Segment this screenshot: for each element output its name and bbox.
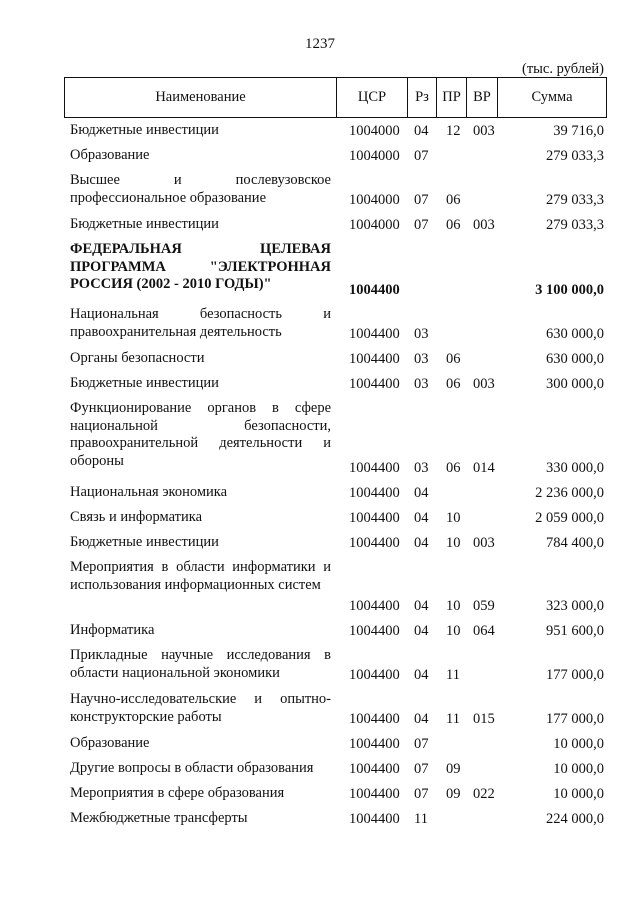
row-rz: 04 bbox=[414, 122, 429, 139]
row-rz: 07 bbox=[414, 216, 429, 233]
row-vr: 022 bbox=[473, 785, 495, 802]
row-pr: 06 bbox=[446, 375, 461, 392]
row-rz: 04 bbox=[414, 509, 429, 526]
row-rz: 03 bbox=[414, 350, 429, 367]
row-rz: 04 bbox=[414, 666, 429, 683]
table-row bbox=[0, 687, 640, 731]
row-name: Научно-исследовательские и опытно-конструкторские работы bbox=[70, 691, 331, 725]
table-row bbox=[0, 781, 640, 806]
row-name: Бюджетные инвестиции bbox=[70, 534, 219, 550]
row-csr: 1004400 bbox=[349, 810, 400, 827]
table-row bbox=[0, 505, 640, 530]
row-pr: 11 bbox=[446, 666, 460, 683]
row-csr: 1004400 bbox=[349, 375, 400, 392]
row-sum: 323 000,0 bbox=[546, 597, 604, 614]
row-sum: 279 033,3 bbox=[546, 147, 604, 164]
row-csr: 1004400 bbox=[349, 760, 400, 777]
row-csr: 1004400 bbox=[349, 622, 400, 639]
row-rz: 04 bbox=[414, 484, 429, 501]
row-rz: 04 bbox=[414, 597, 429, 614]
row-csr: 1004400 bbox=[349, 735, 400, 752]
row-vr: 003 bbox=[473, 216, 495, 233]
row-sum: 177 000,0 bbox=[546, 666, 604, 683]
row-rz: 07 bbox=[414, 191, 429, 208]
row-name: Национальная экономика bbox=[70, 484, 228, 500]
row-csr: 1004400 bbox=[349, 666, 400, 683]
row-sum: 10 000,0 bbox=[553, 760, 604, 777]
header-csr: ЦСР bbox=[337, 78, 408, 118]
row-sum: 2 059 000,0 bbox=[535, 509, 604, 526]
row-name: Функционирование органов в сфере национальной безопасности, правоохранительной деятельности и обороны bbox=[70, 400, 331, 469]
row-name: Межбюджетные трансферты bbox=[70, 810, 248, 826]
row-pr: 09 bbox=[446, 785, 461, 802]
row-csr: 1004400 bbox=[349, 597, 400, 614]
header-rz: Рз bbox=[408, 78, 437, 118]
row-name: ФЕДЕРАЛЬНАЯ ЦЕЛЕВАЯ ПРОГРАММА "ЭЛЕКТРОННАЯ РОССИЯ (2002 - 2010 ГОДЫ)" bbox=[70, 241, 331, 292]
row-sum: 177 000,0 bbox=[546, 710, 604, 727]
row-rz: 03 bbox=[414, 375, 429, 392]
row-pr: 06 bbox=[446, 191, 461, 208]
table-row bbox=[0, 118, 640, 143]
row-pr: 10 bbox=[446, 622, 461, 639]
row-vr: 059 bbox=[473, 597, 495, 614]
table-row bbox=[0, 555, 640, 618]
table-row bbox=[0, 371, 640, 396]
table-row bbox=[0, 756, 640, 781]
row-name: Мероприятия в области информатики и использования информационных систем bbox=[70, 559, 331, 593]
row-csr: 1004400 bbox=[349, 484, 400, 501]
row-rz: 07 bbox=[414, 760, 429, 777]
table-row bbox=[0, 480, 640, 505]
table-row bbox=[0, 530, 640, 555]
table-header bbox=[64, 77, 607, 118]
page-number: 1237 bbox=[305, 36, 335, 52]
row-sum: 279 033,3 bbox=[546, 191, 604, 208]
row-name: Высшее и послевузовское профессиональное образование bbox=[70, 172, 331, 206]
row-name: Прикладные научные исследования в области национальной экономики bbox=[70, 647, 331, 681]
row-name: Информатика bbox=[70, 622, 155, 638]
row-pr: 06 bbox=[446, 459, 461, 476]
row-vr: 003 bbox=[473, 375, 495, 392]
row-sum: 224 000,0 bbox=[546, 810, 604, 827]
row-csr: 1004000 bbox=[349, 216, 400, 233]
row-csr: 1004400 bbox=[349, 281, 400, 298]
row-rz: 04 bbox=[414, 622, 429, 639]
row-csr: 1004400 bbox=[349, 785, 400, 802]
table-body bbox=[0, 118, 640, 831]
table-row bbox=[0, 731, 640, 756]
row-sum: 630 000,0 bbox=[546, 350, 604, 367]
table-row bbox=[0, 618, 640, 643]
row-csr: 1004400 bbox=[349, 710, 400, 727]
row-rz: 04 bbox=[414, 710, 429, 727]
row-name: Бюджетные инвестиции bbox=[70, 122, 219, 138]
row-sum: 10 000,0 bbox=[553, 735, 604, 752]
row-vr: 003 bbox=[473, 534, 495, 551]
row-rz: 04 bbox=[414, 534, 429, 551]
row-sum: 279 033,3 bbox=[546, 216, 604, 233]
row-pr: 11 bbox=[446, 710, 460, 727]
row-csr: 1004400 bbox=[349, 459, 400, 476]
header-name: Наименование bbox=[65, 78, 337, 118]
row-name: Бюджетные инвестиции bbox=[70, 216, 219, 232]
table-row bbox=[0, 237, 640, 302]
row-pr: 10 bbox=[446, 509, 461, 526]
row-pr: 09 bbox=[446, 760, 461, 777]
row-name: Связь и информатика bbox=[70, 509, 203, 525]
row-sum: 784 400,0 bbox=[546, 534, 604, 551]
header-sum: Сумма bbox=[498, 78, 607, 118]
row-sum: 2 236 000,0 bbox=[535, 484, 604, 501]
table-row bbox=[0, 396, 640, 480]
row-name: Органы безопасности bbox=[70, 350, 205, 366]
row-csr: 1004000 bbox=[349, 191, 400, 208]
row-rz: 03 bbox=[414, 459, 429, 476]
table-row bbox=[0, 346, 640, 371]
header-vr: ВР bbox=[467, 78, 498, 118]
row-csr: 1004400 bbox=[349, 509, 400, 526]
row-name: Другие вопросы в области образования bbox=[70, 760, 314, 776]
row-rz: 07 bbox=[414, 785, 429, 802]
row-sum: 300 000,0 bbox=[546, 375, 604, 392]
row-name: Бюджетные инвестиции bbox=[70, 375, 219, 391]
row-sum: 330 000,0 bbox=[546, 459, 604, 476]
row-vr: 015 bbox=[473, 710, 495, 727]
units-note: (тыс. рублей) bbox=[522, 61, 604, 77]
row-pr: 06 bbox=[446, 350, 461, 367]
row-pr: 10 bbox=[446, 597, 461, 614]
row-name: Мероприятия в сфере образования bbox=[70, 785, 285, 801]
row-csr: 1004400 bbox=[349, 325, 400, 342]
row-rz: 07 bbox=[414, 147, 429, 164]
row-rz: 03 bbox=[414, 325, 429, 342]
row-rz: 11 bbox=[414, 810, 428, 827]
row-csr: 1004000 bbox=[349, 147, 400, 164]
row-csr: 1004400 bbox=[349, 350, 400, 367]
row-sum: 951 600,0 bbox=[546, 622, 604, 639]
row-vr: 014 bbox=[473, 459, 495, 476]
table-row bbox=[0, 168, 640, 212]
table-row bbox=[0, 143, 640, 168]
row-rz: 07 bbox=[414, 735, 429, 752]
row-sum: 630 000,0 bbox=[546, 325, 604, 342]
row-name: Национальная безопасность и правоохранительная деятельность bbox=[70, 306, 331, 340]
table-row bbox=[0, 643, 640, 687]
row-vr: 003 bbox=[473, 122, 495, 139]
row-sum: 39 716,0 bbox=[553, 122, 604, 139]
row-pr: 06 bbox=[446, 216, 461, 233]
row-pr: 12 bbox=[446, 122, 461, 139]
table-row bbox=[0, 806, 640, 831]
row-sum: 10 000,0 bbox=[553, 785, 604, 802]
header-pr: ПР bbox=[437, 78, 467, 118]
table-row bbox=[0, 302, 640, 346]
row-csr: 1004000 bbox=[349, 122, 400, 139]
row-name: Образование bbox=[70, 735, 150, 751]
row-csr: 1004400 bbox=[349, 534, 400, 551]
row-name: Образование bbox=[70, 147, 150, 163]
row-pr: 10 bbox=[446, 534, 461, 551]
row-vr: 064 bbox=[473, 622, 495, 639]
table-row bbox=[0, 212, 640, 237]
row-sum: 3 100 000,0 bbox=[535, 281, 604, 298]
